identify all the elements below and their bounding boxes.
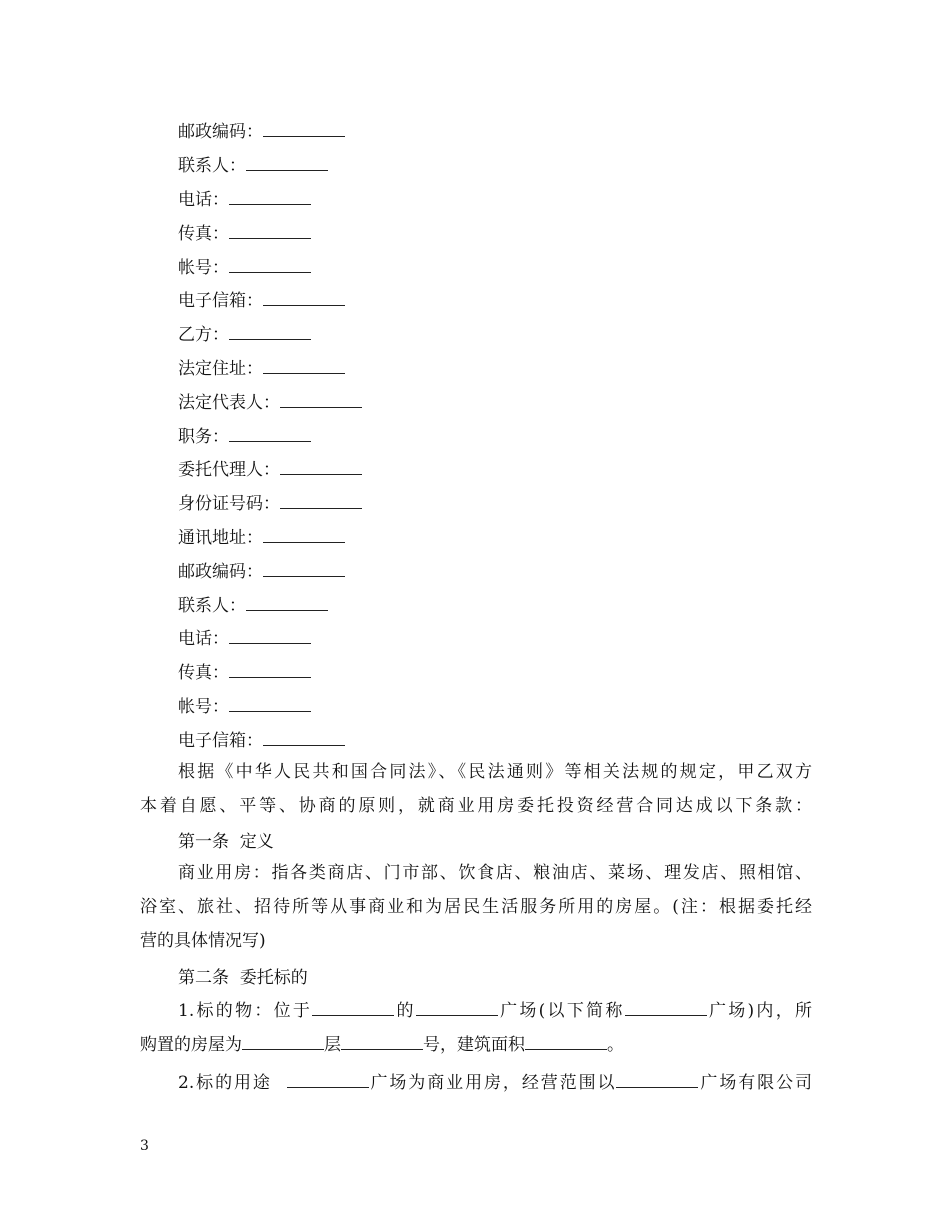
field-contact-b: 联系人：: [178, 595, 328, 616]
blank-line: [246, 595, 328, 611]
blank-line: [263, 730, 345, 746]
field-id-number: 身份证号码：: [178, 493, 362, 514]
field-fax-b: 传真：: [178, 662, 311, 683]
blank-line: [280, 392, 362, 408]
preamble-paragraph: 根据《中华人民共和国合同法》、《民法通则》等相关法规的规定，甲乙双方 本着自愿、平等、协商的原则，就商业用房委托投资经营合同达成以下条款：: [140, 762, 812, 816]
blank-line: [229, 628, 311, 644]
blank-line: [242, 1034, 324, 1050]
field-email-a: 电子信箱：: [178, 290, 345, 311]
article-2-heading: 第二条 委托标的: [178, 968, 308, 988]
blank-line: [229, 696, 311, 712]
article-2-item-1: 1.标的物：位于 的 广场(以下简称 广场)内，所 购置的房屋为 层 号，建筑面积 。: [140, 1001, 812, 1055]
blank-line: [229, 426, 311, 442]
blank-line: [287, 1072, 369, 1088]
article-2-item-2: 2.标的用途 广场为商业用房，经营范围以 广场有限公司: [178, 1073, 813, 1093]
field-phone-b: 电话：: [178, 628, 311, 649]
field-postcode-a: 邮政编码：: [178, 121, 345, 142]
field-phone-a: 电话：: [178, 189, 311, 210]
field-mail-address: 通讯地址：: [178, 527, 345, 548]
blank-line: [229, 223, 311, 239]
field-email-b: 电子信箱：: [178, 730, 345, 751]
field-legal-address: 法定住址：: [178, 358, 345, 379]
field-position: 职务：: [178, 426, 311, 447]
page-number: 3: [140, 1138, 149, 1154]
blank-line: [246, 155, 328, 171]
field-postcode-b: 邮政编码：: [178, 561, 345, 582]
blank-line: [312, 1000, 394, 1016]
article-1-heading: 第一条 定义: [178, 832, 274, 852]
blank-line: [263, 527, 345, 543]
field-agent: 委托代理人：: [178, 459, 362, 480]
field-fax-a: 传真：: [178, 223, 311, 244]
article-1-definition: 商业用房：指各类商店、门市部、饮食店、粮油店、菜场、理发店、照相馆、 浴室、旅社、招待所等从事商业和为居民生活服务所用的房屋。(注：根据委托经 营的具体情况写): [140, 863, 812, 951]
blank-line: [341, 1034, 423, 1050]
blank-line: [229, 662, 311, 678]
blank-line: [280, 459, 362, 475]
blank-line: [616, 1072, 698, 1088]
blank-line: [229, 257, 311, 273]
blank-line: [263, 358, 345, 374]
blank-line: [263, 290, 345, 306]
field-legal-rep: 法定代表人：: [178, 392, 362, 413]
blank-line: [229, 324, 311, 340]
field-party-b: 乙方：: [178, 324, 311, 345]
field-account-a: 帐号：: [178, 257, 311, 278]
blank-line: [280, 493, 362, 509]
blank-line: [525, 1034, 607, 1050]
field-contact-a: 联系人：: [178, 155, 328, 176]
blank-line: [625, 1000, 707, 1016]
field-account-b: 帐号：: [178, 696, 311, 717]
blank-line: [263, 561, 345, 577]
blank-line: [416, 1000, 498, 1016]
blank-line: [263, 121, 345, 137]
blank-line: [229, 189, 311, 205]
